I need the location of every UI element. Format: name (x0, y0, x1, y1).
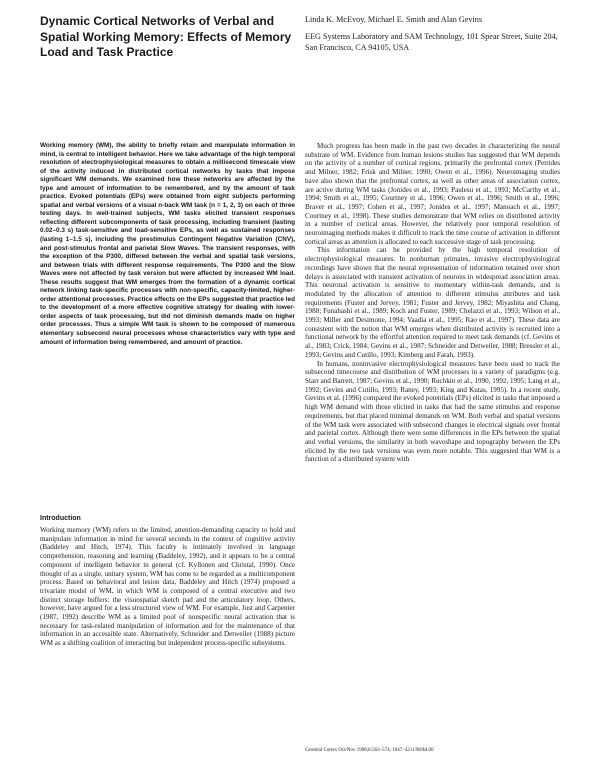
body-paragraph: In humans, noninvasive electrophysiological measures have been used to track the subsecond timecourse and distribution of WM processes in a variety of paradigms (e.g. Starr and Barrett, 1987; Gevins et al., 1990; Ruchkin et al., 1990, 1992, 1995; Lang et al., 1992; Gevins and Cutillo, 1993; Raney, 1993; King and Kutas, 1995). In a recent study, Gevins et al. (1996) compared the evoked potentials (EPs) elicited in tasks that imposed a high WM demand with those elicited in tasks that had the same stimulus and response requirements, but that placed minimal demands on WM. Both verbal and spatial versions of the WM task were associated with subsecond changes in electrical signals over frontal and parietal cortex. Although there were some differences in the EPs between the spatial and verbal versions, the similarity in both waveshape and topography between the EPs elicited by the two task versions was even more notable. This suggested that WM is a function of a distributed system with (305, 359, 560, 464)
abstract: Working memory (WM), the ability to briefly retain and manipulate information in mind, is central to intelligent behavior. Here we take advantage of the high temporal resolution of electrophysiological measures to obtain a millisecond timescale view of the activity induced in distributed cortical networks by tasks that impose significant WM demands. We examined how these networks are affected by the type and amount of information to be remembered, and by the amount of task practice. Evoked potentials (EPs) were obtained from eight subjects performing spatial and verbal versions of a visual n-back WM task (n = 1, 2, 3) on each of three testing days. In well-trained subjects, WM tasks elicited transient responses reflecting different subcomponents of task processing, including transient (lasting 0.02–0.3 s) task-sensitive and load-sensitive EPs, as well as sustained responses (lasting 1–1.5 s), including the prestimulus Contingent Negative Variation (CNV), and post-stimulus frontal and parietal Slow Waves. The transient responses, with the exception of the P300, differed between the verbal and spatial task versions, and between trials with different response requirements. The P300 and the Slow Waves were not affected by task version but were affected by increased WM load. These results suggest that WM emerges from the formation of a dynamic cortical network linking task-specific processes with non-specific, capacity-limited, higher-order attentional processes. Practice effects on the EPs suggested that practice led to the development of a more effective cognitive strategy for dealing with lower-order aspects of task processing, but did not diminish demands made on higher order processes. Thus a simple WM task is shown to be composed of numerous elementary subsecond neural processes whose characteristics vary with type and amount of information being remembered, and amount of practice. (40, 142, 295, 346)
right-column (305, 142, 560, 464)
author-names: Linda K. McEvoy, Michael E. Smith and Alan Gevins (305, 15, 483, 24)
affiliation: EEG Systems Laboratory and SAM Technology, 101 Spear Street, Suite 204, San Francisco, CA 94105, USA (305, 32, 558, 52)
journal-footer: Cerebral Cortex Oct/Nov 1998;8:563–574; 1047–3211/98/$4.00 (305, 748, 434, 753)
author-block (305, 14, 560, 53)
introduction-paragraph: Working memory (WM) refers to the limited, attention-demanding capacity to hold and manipulate information in mind for several seconds in the context of cognitive activity (Baddeley and Hitch, 1974). This faculty is intimately involved in language comprehension, reasoning and learning (Baddeley, 1992), and it appears to be a central component of intelligent behavior in general (cf. Kyllonen and Christal, 1990). Once thought of as a single, unitary system, WM has come to be regarded as a multicomponent process. Based on behavioral and lesion data, Baddeley and Hitch (1974) proposed a trivariate model of WM, in which WM is composed of a central executive and two distinct storage buffers: the visuospatial sketch pad and the articulatory loop. Others, however, have argued for a less structured view of WM. For example, Just and Carpenter (1987, 1992) describe WM as a limited pool of nonspecific neural activation that is necessary for task-related manipulation of information and for the maintenance of that information in an accessible state. Alternatively, Schneider and Detweiler (1988) picture WM as a shifting coalition of interacting but independent process-specific subsystems. (40, 526, 295, 648)
section-heading-introduction: Introduction (40, 515, 81, 522)
paper-title: Dynamic Cortical Networks of Verbal and Spatial Working Memory: Effects of Memory Load and Task Practice (40, 14, 292, 59)
body-paragraph: This information can be provided by the high temporal resolution of electrophysiological measures. In nonhuman primates, invasive electrophysiological recordings have shown that the neural representation of information retained over short delays is associated with transient activation of neurons in widespread association areas. This neuronal activation is sensitive to momentary within-task demands, and is modulated by the allocation of attention to different stimulus attributes and task requirements (Fuster and Jervey, 1981; Fuster and Jervey, 1982; Miyashita and Chang, 1988; Funahashi et al., 1989; Koch and Fuster, 1989; Chelazzi et al., 1993; Wilson et al., 1993; Miller and Desimone, 1994; Vaadia et al., 1995; Rao et al., 1997). These data are consistent with the notion that WM emerges when distributed activity is recruited into a functional network by the effortful attention required to meet task demands (cf. Gevins et al., 1983; Crick, 1984; Gevins et al., 1987; Schneider and Detweiler, 1988; Bressler et al., 1993; Gevins and Cutillo, 1993; Kimberg and Farah, 1993). (305, 246, 560, 359)
body-paragraph: Much progress has been made in the past two decades in characterizing the neural substrate of WM. Evidence from human lesions studies has suggested that WM depends on the activity of a number of cortical regions, primarily the prefrontal cortex (Petrides and Milner, 1982; Frisk and Milner, 1990; Owen et al., 1996). Neuroimaging studies have also shown that the prefrontal cortex, as well as other areas of association cortex, are active during WM tasks (Jonides et al., 1993; Paulesu et al., 1993; McCarthy et al., 1994; Smith et al., 1995; Courtney et al., 1996; Owen et al., 1996; Smith et al., 1996; Braver et al., 1997; Cohen et al., 1997; Jonides et al., 1997; Manoach et al., 1997; Courtney et al., 1998). These studies demonstrate that WM relies on distributed activity in a number of cortical areas. However, the relatively poor temporal resolution of neuroimaging methods makes it difficult to track the time course of activation in different cortical areas as attention is allocated to each successive stage of task processing. (305, 142, 560, 246)
